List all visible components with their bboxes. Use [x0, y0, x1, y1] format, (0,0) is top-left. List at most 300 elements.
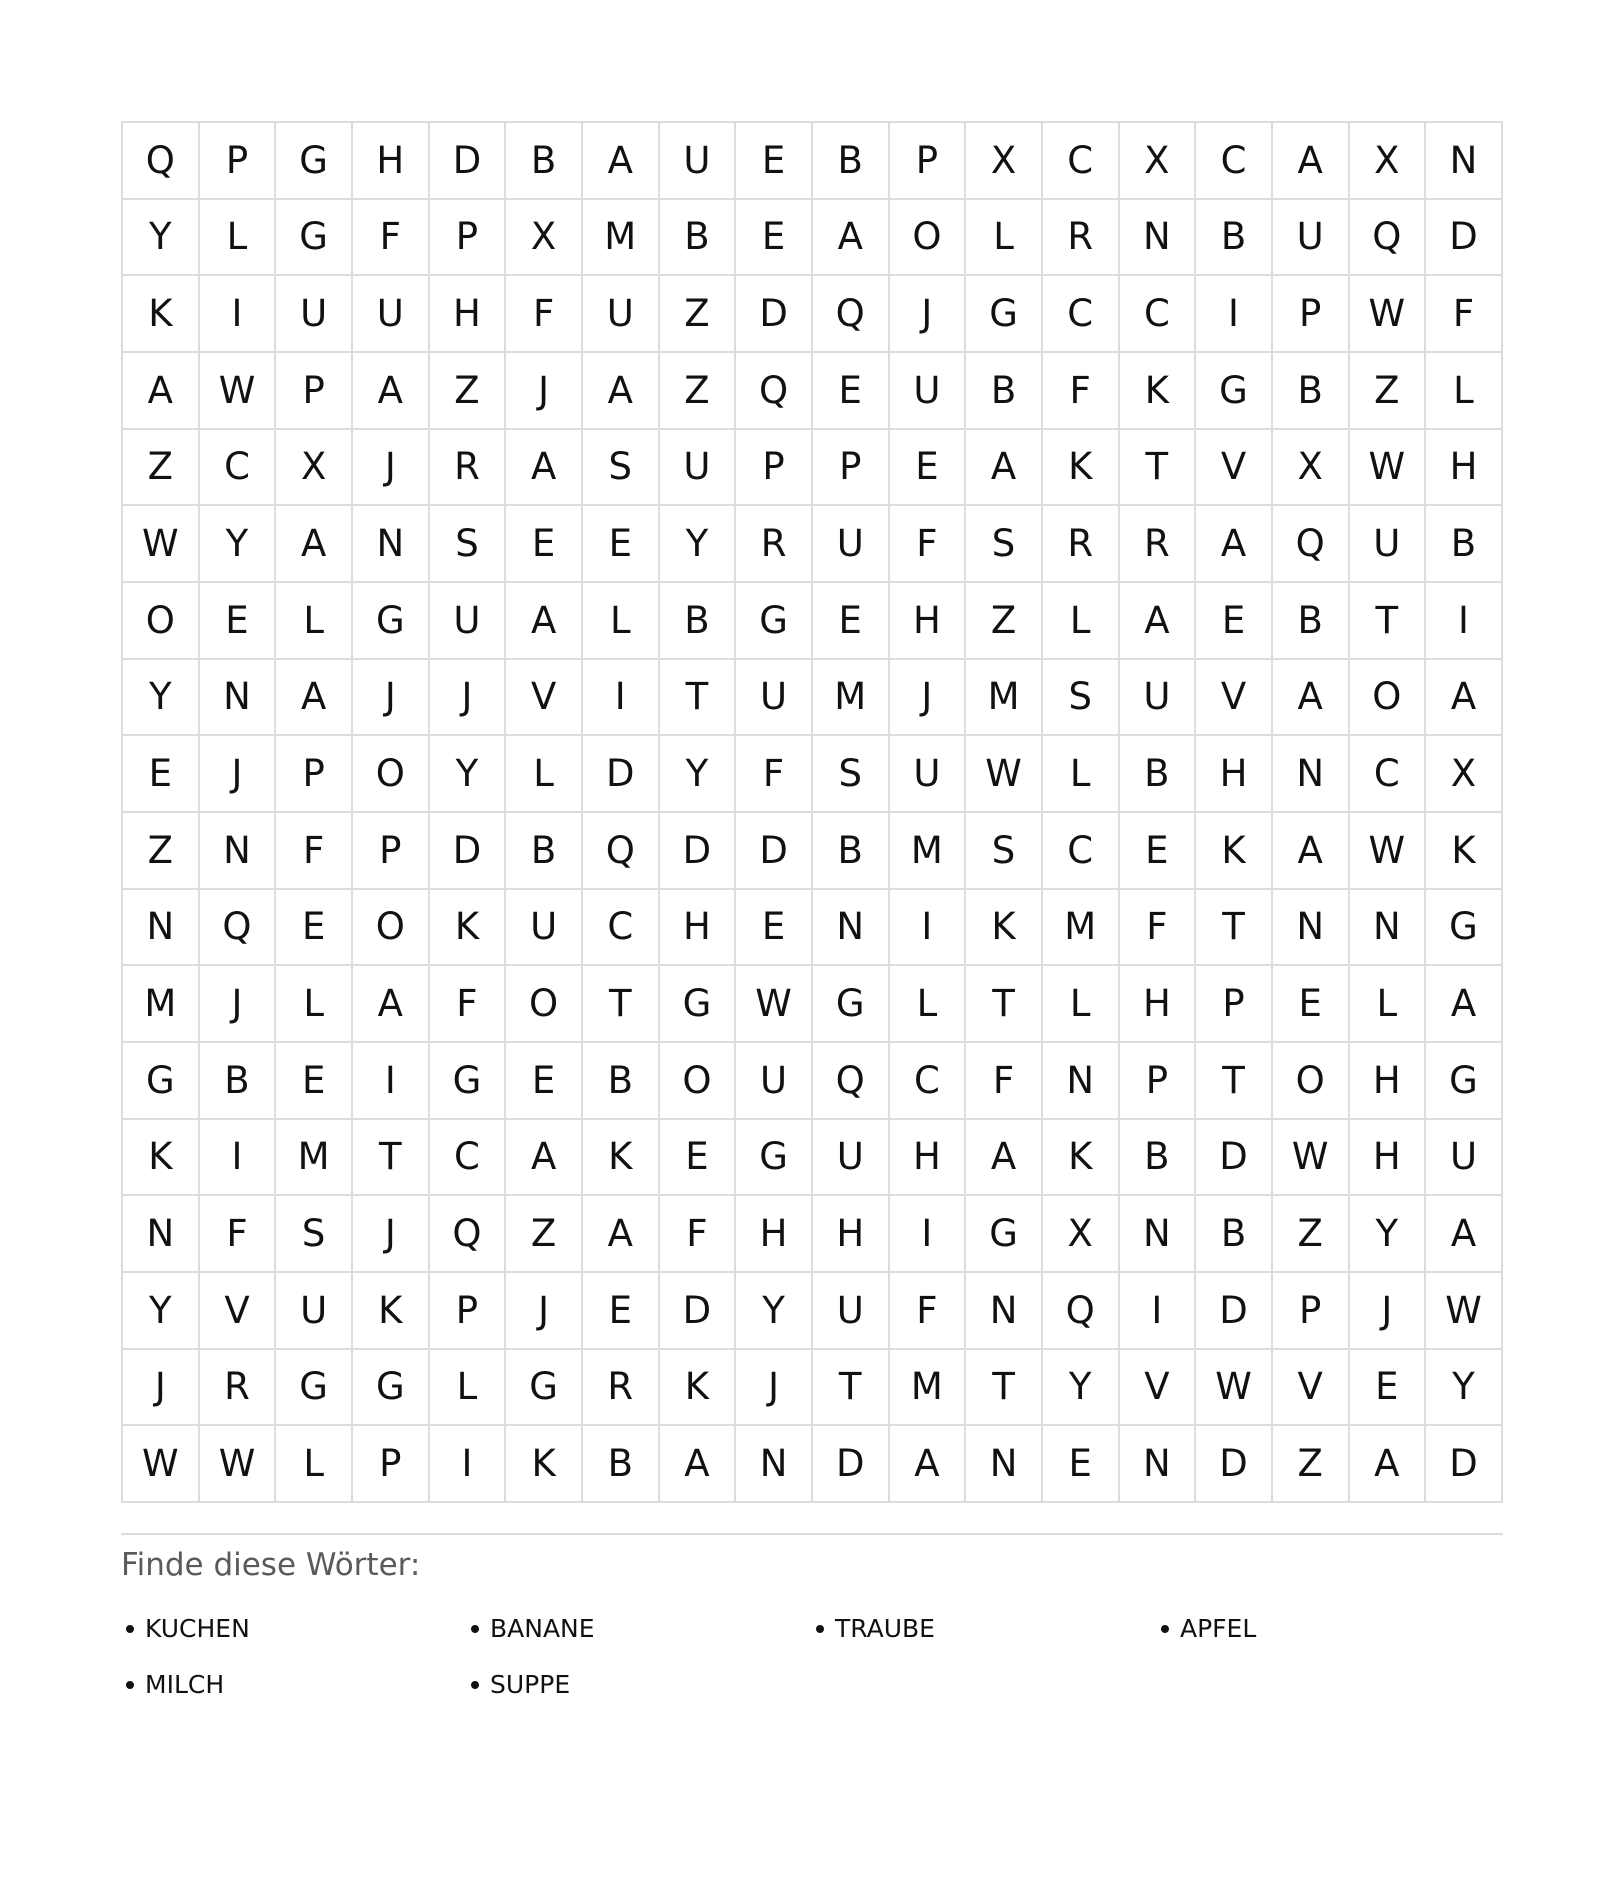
- grid-cell[interactable]: F: [1426, 276, 1503, 353]
- grid-cell[interactable]: U: [1426, 1120, 1503, 1197]
- grid-cell[interactable]: E: [200, 583, 277, 660]
- grid-cell[interactable]: B: [660, 200, 737, 277]
- grid-cell[interactable]: M: [966, 660, 1043, 737]
- grid-cell[interactable]: W: [966, 736, 1043, 813]
- grid-cell[interactable]: P: [736, 430, 813, 507]
- grid-cell[interactable]: E: [506, 1043, 583, 1120]
- grid-cell[interactable]: B: [506, 123, 583, 200]
- grid-cell[interactable]: E: [1350, 1350, 1427, 1427]
- grid-cell[interactable]: R: [1043, 200, 1120, 277]
- grid-cell[interactable]: N: [1043, 1043, 1120, 1120]
- grid-cell[interactable]: P: [353, 1426, 430, 1503]
- grid-cell[interactable]: Z: [1350, 353, 1427, 430]
- grid-cell[interactable]: P: [890, 123, 967, 200]
- grid-cell[interactable]: I: [430, 1426, 507, 1503]
- grid-cell[interactable]: Z: [123, 430, 200, 507]
- grid-cell[interactable]: E: [736, 123, 813, 200]
- grid-cell[interactable]: L: [1043, 583, 1120, 660]
- grid-cell[interactable]: Y: [660, 736, 737, 813]
- grid-cell[interactable]: W: [200, 1426, 277, 1503]
- grid-cell[interactable]: E: [813, 583, 890, 660]
- grid-cell[interactable]: B: [813, 123, 890, 200]
- grid-cell[interactable]: B: [506, 813, 583, 890]
- grid-cell[interactable]: D: [1196, 1273, 1273, 1350]
- grid-cell[interactable]: J: [353, 660, 430, 737]
- grid-cell[interactable]: G: [966, 1196, 1043, 1273]
- grid-cell[interactable]: K: [506, 1426, 583, 1503]
- grid-cell[interactable]: P: [430, 200, 507, 277]
- grid-cell[interactable]: D: [736, 276, 813, 353]
- grid-cell[interactable]: G: [1426, 890, 1503, 967]
- grid-cell[interactable]: X: [506, 200, 583, 277]
- grid-cell[interactable]: M: [890, 813, 967, 890]
- grid-cell[interactable]: E: [583, 506, 660, 583]
- grid-cell[interactable]: F: [430, 966, 507, 1043]
- grid-cell[interactable]: G: [660, 966, 737, 1043]
- grid-cell[interactable]: H: [890, 583, 967, 660]
- grid-cell[interactable]: E: [276, 890, 353, 967]
- grid-cell[interactable]: H: [1196, 736, 1273, 813]
- grid-cell[interactable]: B: [1196, 1196, 1273, 1273]
- grid-cell[interactable]: D: [813, 1426, 890, 1503]
- grid-cell[interactable]: L: [200, 200, 277, 277]
- grid-cell[interactable]: B: [583, 1426, 660, 1503]
- grid-cell[interactable]: L: [276, 583, 353, 660]
- grid-cell[interactable]: U: [890, 353, 967, 430]
- grid-cell[interactable]: C: [1043, 813, 1120, 890]
- grid-cell[interactable]: O: [506, 966, 583, 1043]
- grid-cell[interactable]: S: [430, 506, 507, 583]
- grid-cell[interactable]: J: [200, 966, 277, 1043]
- grid-cell[interactable]: H: [736, 1196, 813, 1273]
- grid-cell[interactable]: R: [1120, 506, 1197, 583]
- grid-cell[interactable]: B: [1196, 200, 1273, 277]
- grid-cell[interactable]: U: [890, 736, 967, 813]
- grid-cell[interactable]: N: [123, 890, 200, 967]
- grid-cell[interactable]: W: [200, 353, 277, 430]
- grid-cell[interactable]: V: [1196, 660, 1273, 737]
- grid-cell[interactable]: U: [813, 1120, 890, 1197]
- grid-cell[interactable]: A: [276, 506, 353, 583]
- grid-cell[interactable]: W: [123, 506, 200, 583]
- grid-cell[interactable]: L: [506, 736, 583, 813]
- grid-cell[interactable]: V: [1196, 430, 1273, 507]
- grid-cell[interactable]: F: [736, 736, 813, 813]
- grid-cell[interactable]: G: [276, 123, 353, 200]
- grid-cell[interactable]: I: [1426, 583, 1503, 660]
- grid-cell[interactable]: D: [736, 813, 813, 890]
- grid-cell[interactable]: Z: [660, 353, 737, 430]
- grid-cell[interactable]: M: [123, 966, 200, 1043]
- grid-cell[interactable]: L: [1426, 353, 1503, 430]
- grid-cell[interactable]: L: [1043, 736, 1120, 813]
- grid-cell[interactable]: X: [1350, 123, 1427, 200]
- grid-cell[interactable]: G: [966, 276, 1043, 353]
- grid-cell[interactable]: P: [276, 736, 353, 813]
- grid-cell[interactable]: W: [1196, 1350, 1273, 1427]
- grid-cell[interactable]: R: [583, 1350, 660, 1427]
- grid-cell[interactable]: J: [506, 353, 583, 430]
- grid-cell[interactable]: A: [890, 1426, 967, 1503]
- grid-cell[interactable]: N: [353, 506, 430, 583]
- grid-cell[interactable]: L: [1043, 966, 1120, 1043]
- grid-cell[interactable]: X: [1120, 123, 1197, 200]
- grid-cell[interactable]: A: [506, 1120, 583, 1197]
- grid-cell[interactable]: N: [200, 813, 277, 890]
- grid-cell[interactable]: K: [966, 890, 1043, 967]
- grid-cell[interactable]: B: [1273, 583, 1350, 660]
- grid-cell[interactable]: J: [890, 276, 967, 353]
- grid-cell[interactable]: T: [966, 1350, 1043, 1427]
- grid-cell[interactable]: I: [583, 660, 660, 737]
- grid-cell[interactable]: J: [430, 660, 507, 737]
- grid-cell[interactable]: C: [583, 890, 660, 967]
- grid-cell[interactable]: B: [1120, 1120, 1197, 1197]
- grid-cell[interactable]: Z: [966, 583, 1043, 660]
- grid-cell[interactable]: G: [353, 583, 430, 660]
- grid-cell[interactable]: I: [1120, 1273, 1197, 1350]
- grid-cell[interactable]: B: [660, 583, 737, 660]
- grid-cell[interactable]: L: [890, 966, 967, 1043]
- grid-cell[interactable]: H: [660, 890, 737, 967]
- grid-cell[interactable]: O: [660, 1043, 737, 1120]
- grid-cell[interactable]: D: [1196, 1426, 1273, 1503]
- grid-cell[interactable]: W: [736, 966, 813, 1043]
- grid-cell[interactable]: Z: [1273, 1196, 1350, 1273]
- grid-cell[interactable]: C: [890, 1043, 967, 1120]
- grid-cell[interactable]: N: [1120, 1426, 1197, 1503]
- grid-cell[interactable]: P: [276, 353, 353, 430]
- grid-cell[interactable]: F: [1043, 353, 1120, 430]
- grid-cell[interactable]: K: [1120, 353, 1197, 430]
- grid-cell[interactable]: N: [1273, 890, 1350, 967]
- grid-cell[interactable]: Y: [1426, 1350, 1503, 1427]
- grid-cell[interactable]: A: [1426, 1196, 1503, 1273]
- grid-cell[interactable]: Z: [1273, 1426, 1350, 1503]
- grid-cell[interactable]: F: [200, 1196, 277, 1273]
- grid-cell[interactable]: D: [1426, 1426, 1503, 1503]
- grid-cell[interactable]: V: [1120, 1350, 1197, 1427]
- grid-cell[interactable]: N: [966, 1273, 1043, 1350]
- grid-cell[interactable]: F: [1120, 890, 1197, 967]
- grid-cell[interactable]: Q: [813, 1043, 890, 1120]
- grid-cell[interactable]: C: [1043, 123, 1120, 200]
- grid-cell[interactable]: W: [1426, 1273, 1503, 1350]
- grid-cell[interactable]: E: [506, 506, 583, 583]
- grid-cell[interactable]: N: [200, 660, 277, 737]
- grid-cell[interactable]: M: [583, 200, 660, 277]
- grid-cell[interactable]: K: [1043, 430, 1120, 507]
- grid-cell[interactable]: G: [813, 966, 890, 1043]
- grid-cell[interactable]: I: [200, 276, 277, 353]
- grid-cell[interactable]: Z: [123, 813, 200, 890]
- grid-cell[interactable]: A: [583, 1196, 660, 1273]
- grid-cell[interactable]: K: [430, 890, 507, 967]
- grid-cell[interactable]: Q: [123, 123, 200, 200]
- grid-cell[interactable]: R: [1043, 506, 1120, 583]
- grid-cell[interactable]: A: [506, 583, 583, 660]
- grid-cell[interactable]: N: [1273, 736, 1350, 813]
- grid-cell[interactable]: E: [583, 1273, 660, 1350]
- grid-cell[interactable]: J: [200, 736, 277, 813]
- grid-cell[interactable]: E: [736, 890, 813, 967]
- grid-cell[interactable]: N: [966, 1426, 1043, 1503]
- grid-cell[interactable]: C: [1120, 276, 1197, 353]
- grid-cell[interactable]: A: [353, 966, 430, 1043]
- grid-cell[interactable]: W: [1350, 276, 1427, 353]
- grid-cell[interactable]: D: [1426, 200, 1503, 277]
- grid-cell[interactable]: U: [430, 583, 507, 660]
- grid-cell[interactable]: F: [276, 813, 353, 890]
- grid-cell[interactable]: H: [813, 1196, 890, 1273]
- grid-cell[interactable]: A: [123, 353, 200, 430]
- grid-cell[interactable]: Z: [660, 276, 737, 353]
- grid-cell[interactable]: Q: [200, 890, 277, 967]
- grid-cell[interactable]: O: [890, 200, 967, 277]
- grid-cell[interactable]: G: [430, 1043, 507, 1120]
- grid-cell[interactable]: U: [660, 123, 737, 200]
- grid-cell[interactable]: P: [200, 123, 277, 200]
- grid-cell[interactable]: V: [506, 660, 583, 737]
- grid-cell[interactable]: N: [1426, 123, 1503, 200]
- grid-cell[interactable]: O: [353, 736, 430, 813]
- grid-cell[interactable]: H: [1350, 1043, 1427, 1120]
- grid-cell[interactable]: Q: [430, 1196, 507, 1273]
- grid-cell[interactable]: A: [660, 1426, 737, 1503]
- grid-cell[interactable]: G: [123, 1043, 200, 1120]
- grid-cell[interactable]: O: [1350, 660, 1427, 737]
- grid-cell[interactable]: L: [430, 1350, 507, 1427]
- grid-cell[interactable]: A: [1120, 583, 1197, 660]
- grid-cell[interactable]: E: [1196, 583, 1273, 660]
- grid-cell[interactable]: M: [890, 1350, 967, 1427]
- grid-cell[interactable]: F: [890, 1273, 967, 1350]
- grid-cell[interactable]: H: [1426, 430, 1503, 507]
- grid-cell[interactable]: Q: [736, 353, 813, 430]
- grid-cell[interactable]: U: [276, 1273, 353, 1350]
- grid-cell[interactable]: E: [276, 1043, 353, 1120]
- grid-cell[interactable]: U: [736, 1043, 813, 1120]
- grid-cell[interactable]: N: [1120, 1196, 1197, 1273]
- grid-cell[interactable]: O: [1273, 1043, 1350, 1120]
- grid-cell[interactable]: X: [1043, 1196, 1120, 1273]
- grid-cell[interactable]: Q: [813, 276, 890, 353]
- grid-cell[interactable]: B: [1120, 736, 1197, 813]
- grid-cell[interactable]: J: [353, 1196, 430, 1273]
- grid-cell[interactable]: H: [1120, 966, 1197, 1043]
- grid-cell[interactable]: R: [736, 506, 813, 583]
- grid-cell[interactable]: L: [583, 583, 660, 660]
- grid-cell[interactable]: S: [966, 506, 1043, 583]
- grid-cell[interactable]: N: [1120, 200, 1197, 277]
- grid-cell[interactable]: J: [890, 660, 967, 737]
- grid-cell[interactable]: I: [890, 890, 967, 967]
- grid-cell[interactable]: G: [1196, 353, 1273, 430]
- grid-cell[interactable]: Q: [1043, 1273, 1120, 1350]
- grid-cell[interactable]: Y: [123, 660, 200, 737]
- grid-cell[interactable]: F: [890, 506, 967, 583]
- grid-cell[interactable]: T: [1350, 583, 1427, 660]
- grid-cell[interactable]: T: [583, 966, 660, 1043]
- grid-cell[interactable]: D: [1196, 1120, 1273, 1197]
- grid-cell[interactable]: K: [1426, 813, 1503, 890]
- grid-cell[interactable]: T: [813, 1350, 890, 1427]
- grid-cell[interactable]: K: [123, 1120, 200, 1197]
- grid-cell[interactable]: E: [1043, 1426, 1120, 1503]
- grid-cell[interactable]: H: [1350, 1120, 1427, 1197]
- grid-cell[interactable]: C: [1196, 123, 1273, 200]
- grid-cell[interactable]: B: [813, 813, 890, 890]
- grid-cell[interactable]: P: [1273, 1273, 1350, 1350]
- grid-cell[interactable]: Y: [123, 200, 200, 277]
- grid-cell[interactable]: P: [353, 813, 430, 890]
- grid-cell[interactable]: F: [966, 1043, 1043, 1120]
- grid-cell[interactable]: J: [353, 430, 430, 507]
- grid-cell[interactable]: O: [353, 890, 430, 967]
- grid-cell[interactable]: X: [966, 123, 1043, 200]
- grid-cell[interactable]: U: [506, 890, 583, 967]
- grid-cell[interactable]: K: [353, 1273, 430, 1350]
- grid-cell[interactable]: B: [200, 1043, 277, 1120]
- grid-cell[interactable]: C: [430, 1120, 507, 1197]
- grid-cell[interactable]: G: [736, 583, 813, 660]
- grid-cell[interactable]: U: [353, 276, 430, 353]
- grid-cell[interactable]: S: [1043, 660, 1120, 737]
- grid-cell[interactable]: M: [813, 660, 890, 737]
- grid-cell[interactable]: G: [736, 1120, 813, 1197]
- grid-cell[interactable]: W: [1350, 813, 1427, 890]
- grid-cell[interactable]: D: [430, 813, 507, 890]
- grid-cell[interactable]: Y: [660, 506, 737, 583]
- grid-cell[interactable]: A: [1273, 123, 1350, 200]
- grid-cell[interactable]: W: [123, 1426, 200, 1503]
- grid-cell[interactable]: A: [583, 353, 660, 430]
- grid-cell[interactable]: I: [1196, 276, 1273, 353]
- grid-cell[interactable]: C: [1350, 736, 1427, 813]
- grid-cell[interactable]: Q: [1350, 200, 1427, 277]
- grid-cell[interactable]: P: [813, 430, 890, 507]
- grid-cell[interactable]: I: [200, 1120, 277, 1197]
- grid-cell[interactable]: S: [813, 736, 890, 813]
- grid-cell[interactable]: P: [430, 1273, 507, 1350]
- grid-cell[interactable]: S: [966, 813, 1043, 890]
- grid-cell[interactable]: U: [660, 430, 737, 507]
- grid-cell[interactable]: E: [1120, 813, 1197, 890]
- grid-cell[interactable]: T: [1196, 1043, 1273, 1120]
- grid-cell[interactable]: A: [1350, 1426, 1427, 1503]
- grid-cell[interactable]: F: [353, 200, 430, 277]
- grid-cell[interactable]: G: [1426, 1043, 1503, 1120]
- grid-cell[interactable]: E: [736, 200, 813, 277]
- grid-cell[interactable]: A: [1426, 660, 1503, 737]
- grid-cell[interactable]: P: [1196, 966, 1273, 1043]
- grid-cell[interactable]: N: [736, 1426, 813, 1503]
- grid-cell[interactable]: A: [276, 660, 353, 737]
- grid-cell[interactable]: L: [276, 1426, 353, 1503]
- grid-cell[interactable]: V: [200, 1273, 277, 1350]
- grid-cell[interactable]: X: [1426, 736, 1503, 813]
- grid-cell[interactable]: U: [813, 506, 890, 583]
- grid-cell[interactable]: G: [506, 1350, 583, 1427]
- grid-cell[interactable]: Y: [736, 1273, 813, 1350]
- grid-cell[interactable]: U: [813, 1273, 890, 1350]
- grid-cell[interactable]: N: [123, 1196, 200, 1273]
- grid-cell[interactable]: G: [276, 200, 353, 277]
- grid-cell[interactable]: C: [200, 430, 277, 507]
- grid-cell[interactable]: E: [1273, 966, 1350, 1043]
- grid-cell[interactable]: J: [123, 1350, 200, 1427]
- grid-cell[interactable]: E: [890, 430, 967, 507]
- grid-cell[interactable]: D: [660, 813, 737, 890]
- grid-cell[interactable]: N: [813, 890, 890, 967]
- grid-cell[interactable]: U: [276, 276, 353, 353]
- grid-cell[interactable]: G: [276, 1350, 353, 1427]
- grid-cell[interactable]: V: [1273, 1350, 1350, 1427]
- grid-cell[interactable]: U: [1120, 660, 1197, 737]
- grid-cell[interactable]: Z: [506, 1196, 583, 1273]
- grid-cell[interactable]: N: [1350, 890, 1427, 967]
- grid-cell[interactable]: X: [1273, 430, 1350, 507]
- grid-cell[interactable]: U: [1350, 506, 1427, 583]
- grid-cell[interactable]: J: [736, 1350, 813, 1427]
- grid-cell[interactable]: I: [353, 1043, 430, 1120]
- grid-cell[interactable]: L: [276, 966, 353, 1043]
- grid-cell[interactable]: A: [813, 200, 890, 277]
- grid-cell[interactable]: A: [583, 123, 660, 200]
- grid-cell[interactable]: L: [1350, 966, 1427, 1043]
- grid-cell[interactable]: O: [123, 583, 200, 660]
- grid-cell[interactable]: S: [583, 430, 660, 507]
- grid-cell[interactable]: A: [506, 430, 583, 507]
- grid-cell[interactable]: B: [966, 353, 1043, 430]
- grid-cell[interactable]: W: [1350, 430, 1427, 507]
- grid-cell[interactable]: K: [123, 276, 200, 353]
- grid-cell[interactable]: Y: [1350, 1196, 1427, 1273]
- grid-cell[interactable]: Y: [430, 736, 507, 813]
- grid-cell[interactable]: D: [660, 1273, 737, 1350]
- grid-cell[interactable]: E: [813, 353, 890, 430]
- grid-cell[interactable]: H: [430, 276, 507, 353]
- grid-cell[interactable]: U: [736, 660, 813, 737]
- grid-cell[interactable]: T: [660, 660, 737, 737]
- grid-cell[interactable]: B: [1273, 353, 1350, 430]
- grid-cell[interactable]: A: [1273, 660, 1350, 737]
- grid-cell[interactable]: J: [506, 1273, 583, 1350]
- grid-cell[interactable]: Y: [200, 506, 277, 583]
- grid-cell[interactable]: I: [890, 1196, 967, 1273]
- grid-cell[interactable]: K: [1043, 1120, 1120, 1197]
- grid-cell[interactable]: R: [430, 430, 507, 507]
- grid-cell[interactable]: J: [1350, 1273, 1427, 1350]
- grid-cell[interactable]: Y: [1043, 1350, 1120, 1427]
- grid-cell[interactable]: P: [1120, 1043, 1197, 1120]
- grid-cell[interactable]: U: [583, 276, 660, 353]
- grid-cell[interactable]: K: [660, 1350, 737, 1427]
- grid-cell[interactable]: R: [200, 1350, 277, 1427]
- grid-cell[interactable]: X: [276, 430, 353, 507]
- grid-cell[interactable]: H: [890, 1120, 967, 1197]
- grid-cell[interactable]: M: [276, 1120, 353, 1197]
- grid-cell[interactable]: A: [353, 353, 430, 430]
- grid-cell[interactable]: F: [506, 276, 583, 353]
- grid-cell[interactable]: H: [353, 123, 430, 200]
- grid-cell[interactable]: A: [1273, 813, 1350, 890]
- grid-cell[interactable]: B: [583, 1043, 660, 1120]
- grid-cell[interactable]: T: [1196, 890, 1273, 967]
- grid-cell[interactable]: A: [966, 1120, 1043, 1197]
- grid-cell[interactable]: D: [583, 736, 660, 813]
- grid-cell[interactable]: K: [583, 1120, 660, 1197]
